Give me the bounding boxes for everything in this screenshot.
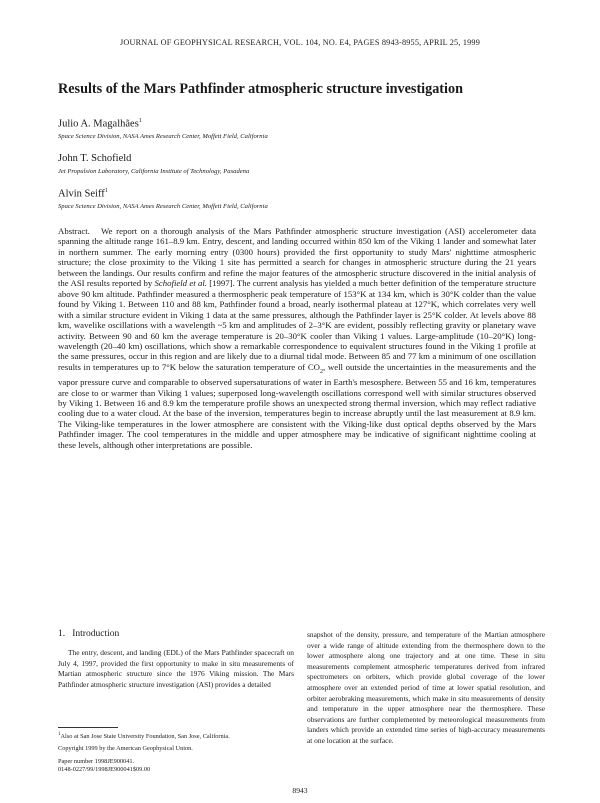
article-title: Results of the Mars Pathfinder atmospheric structure investigation	[58, 81, 463, 97]
footnote-affiliation-text: Also at San Jose State University Foundation, San Jose, California.	[60, 733, 230, 741]
author-3	[58, 188, 108, 200]
footnote-paper-number: Paper number 1998JE900041.	[58, 758, 135, 765]
author-1	[58, 118, 142, 130]
section-title: Introduction	[72, 629, 120, 639]
abstract	[58, 226, 536, 450]
running-head: JOURNAL OF GEOPHYSICAL RESEARCH, VOL. 104, NO. E4, PAGES 8943-8955, APRIL 25, 1999	[119, 38, 481, 47]
footnote-issn: 0148-0227/99/1998JE900041$09.00	[58, 766, 151, 773]
affiliation-3: Space Science Division, NASA Ames Research Center, Moffett Field, California	[58, 203, 268, 210]
intro-right-text: snapshot of the density, pressure, and temperature of the Martian atmosphere over a wide range of altitude extending from the thermosphere down to the lower atmosphere along one trajectory and at one time. These in situ measurements complement atmospheric temperatures derived from infrared spectrometers on orbiters, which provide global coverage of the lower atmosphere over an extended period of time at lower spatial resolution, and orbiter aerobraking measurements, which make in situ measurements of density and temperature in the upper atmosphere near the thermosphere. These observations are further complemented by meteorological measurements from landers which provide an extended time series of high-accuracy measurements at one location at the surface.	[307, 630, 545, 745]
footnote-sup: 1	[58, 732, 61, 737]
author-sup: 1	[104, 188, 108, 194]
author-sup: 1	[138, 118, 142, 124]
author-2	[58, 153, 131, 164]
footnote-rule	[58, 727, 118, 728]
author-name: John T. Schofield	[58, 153, 132, 164]
author-name: Julio A. Magalhães	[58, 118, 139, 130]
author-name: Alvin Seiff	[58, 188, 105, 200]
section-number: 1.	[58, 629, 66, 639]
abstract-text-2: [1997]. The current analysis has yielded a much better definition of the temperature structure above 90 km altitude. Pathfinder measured a thermospheric peak temperature of 153°K at 134 km, which is 30°K colder than the value found by Viking 1. Between 110 and 88 km, Pathfinder found a broad, nearly isothermal plateau at 127°K, which correlates very well with a similar structure evident in Viking 1 data at the same pressures, although the Pathfinder layer is 25°K colder. At levels above 88 km, wavelike oscillations with a wavelength ~5 km and amplitudes of 2–3°K are evident, possibly reflecting gravity or planetary wave activity. Between 90 and 60 km the average temperature is 20–30°K cooler than Viking 1 values. Large-amplitude (10–20°K) long-wavelength (20–40 km) oscillations, which show a remarkable correspondence to equivalent structures found in the Viking 1 profile at the same pressures, occur in this region and are likely due to a diurnal tidal mode. Between 85 and 77 km a minimum of one oscillation results in temperatures up to 7°K below the saturation temperature of CO	[58, 278, 536, 372]
intro-right-column	[307, 630, 545, 747]
intro-left-column	[58, 648, 294, 690]
footnote-affiliation	[58, 731, 294, 741]
abstract-text-1: We report on a thorough analysis of the Mars Pathfinder atmospheric structure investigation (ASI) accelerometer data spanning the altitude range 161–8.9 km. Entry, descent, and landing occurred within 850 km of the Viking 1 lander and somewhat later in northern summer. The early morning entry (0300 hours) provided the first opportunity to study Mars' nighttime atmospheric structure; the close proximity to the Viking 1 site has permitted a search for changes in atmospheric structure during the 21 years between the landings. Our results confirm and refine the major features of the atmospheric structure discovered in the initial analysis of the ASI results reported by	[58, 226, 537, 289]
footnote-copyright: Copyright 1999 by the American Geophysical Union.	[58, 745, 193, 752]
affiliation-1: Space Science Division, NASA Ames Research Center, Moffett Field, California	[58, 133, 268, 140]
affiliation-2: Jet Propulsion Laboratory, California Institute of Technology, Pasadena	[58, 168, 250, 175]
page-number: 8943	[292, 786, 308, 795]
intro-left-text: The entry, descent, and landing (EDL) of the Mars Pathfinder spacecraft on July 4, 1997, provided the first opportunity to make in situ measurements of Martian atmospheric structure since the 1976 Viking mission. The Mars Pathfinder atmospheric structure investigation (ASI) provides a detailed	[58, 648, 294, 689]
abstract-text-3: , well outside the uncertainties in the measurements and the vapor pressure curve and comparable to observed supersaturations of water in Earth's mesosphere. Between 55 and 16 km, temperatures are close to or warmer than Viking 1 values; superposed long-wavelength oscillations correspond well with similar structures observed by Viking 1. Between 16 and 8.9 km the temperature profile shows an unexpected strong thermal inversion, which may reflect radiative cooling due to a water cloud. At the base of the inversion, temperatures begin to increase abruptly until the last measurement at 8.9 km. The Viking-like temperatures in the lower atmosphere are consistent with the Viking-like dust optical depths observed by the Mars Pathfinder imager. The cool temperatures in the middle and upper atmosphere may be indicative of significant nighttime cooling at these levels, although other interpretations are possible.	[58, 361, 537, 450]
abstract-label: Abstract.	[58, 226, 90, 236]
abstract-citation: Schofield et al.	[154, 278, 207, 289]
co2-subscript: 2	[320, 368, 323, 375]
section-heading	[58, 629, 119, 639]
